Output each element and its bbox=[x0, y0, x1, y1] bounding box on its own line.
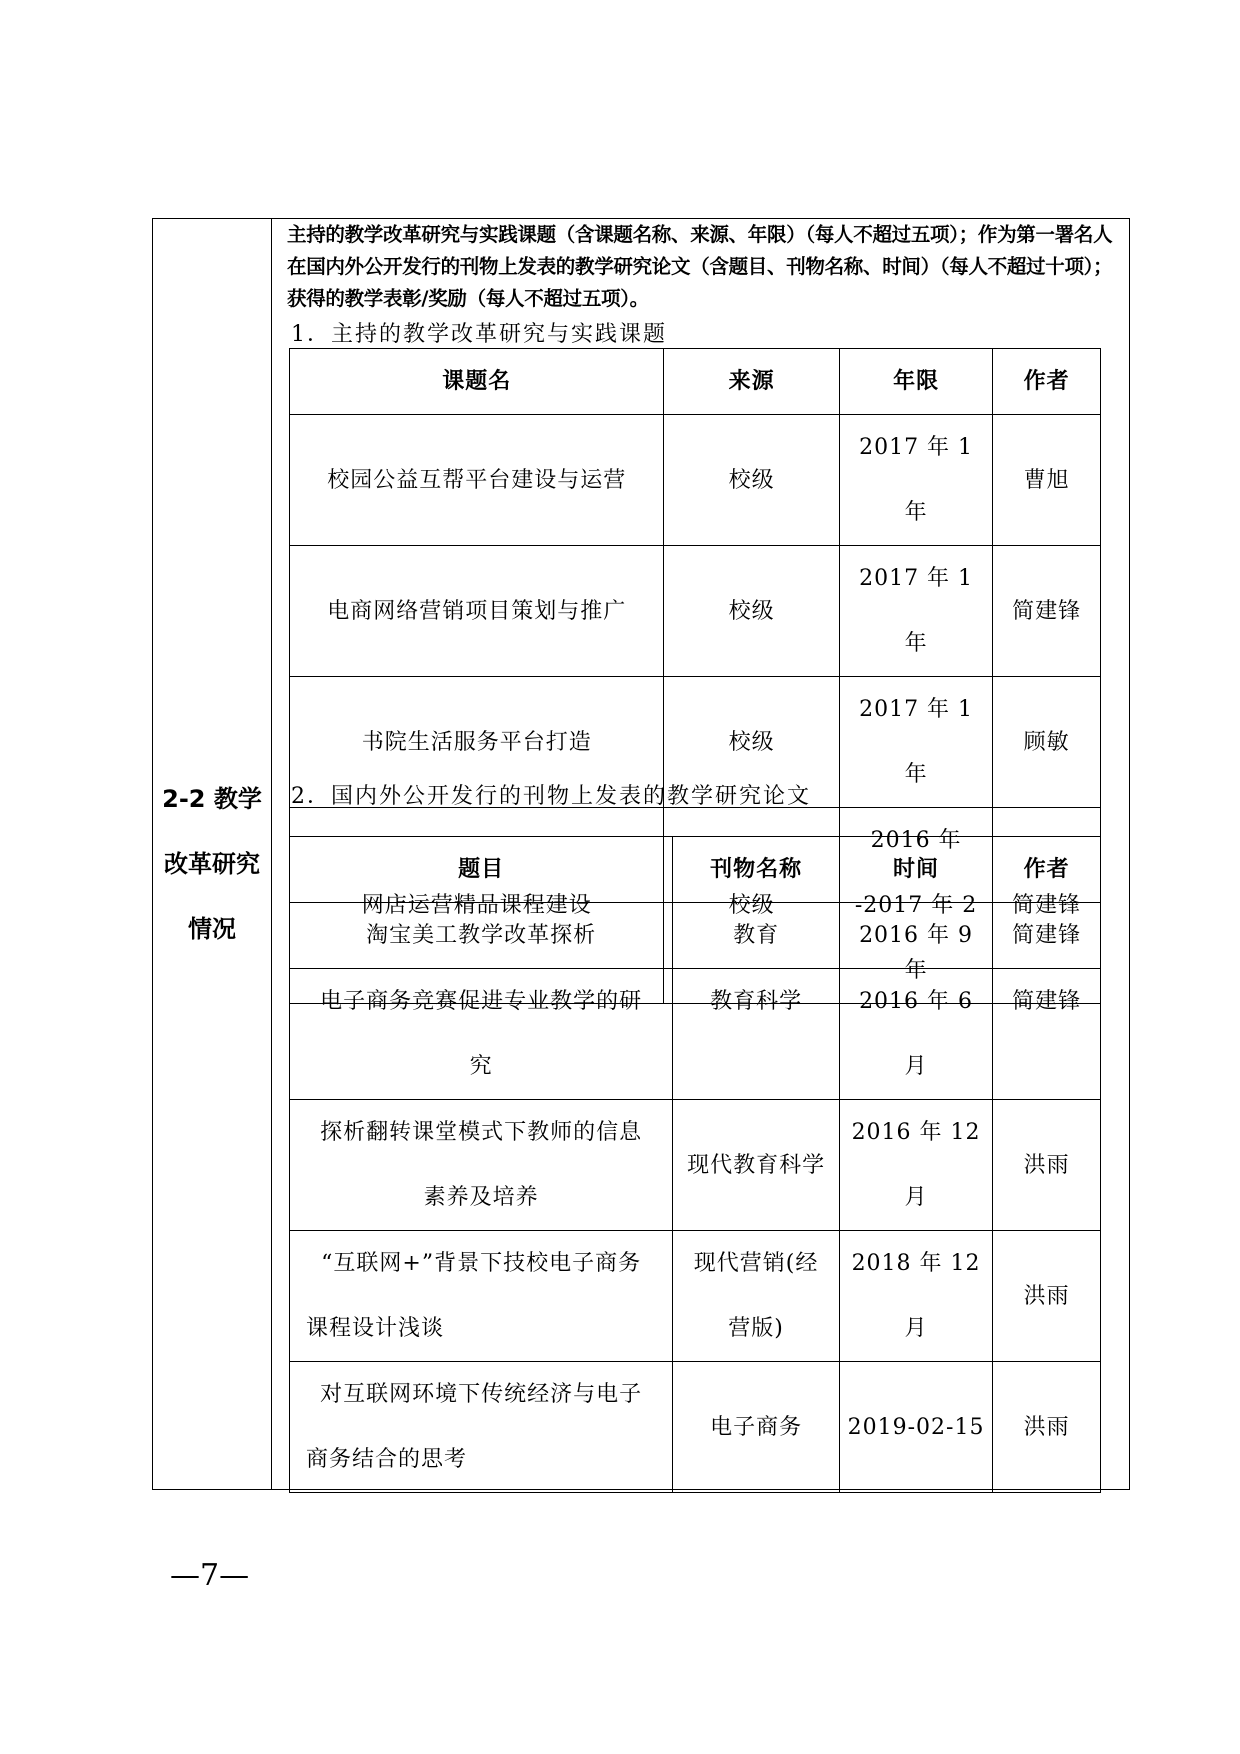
project-source: 校级 bbox=[664, 546, 840, 677]
table-header-row bbox=[290, 349, 1101, 415]
project-name: 校园公益互帮平台建设与运营 bbox=[290, 415, 664, 546]
project-source: 校级 bbox=[664, 415, 840, 546]
project-author: 顾敏 bbox=[993, 677, 1101, 808]
paper-author: 简建锋 bbox=[993, 969, 1101, 1100]
page-number: —7— bbox=[170, 1558, 250, 1593]
paper-journal-line: 现代营销(经 bbox=[693, 1251, 819, 1276]
header-cell: 作者 bbox=[993, 837, 1101, 903]
project-period-line: -2017 年 2 年 bbox=[854, 893, 978, 983]
section-label-column bbox=[153, 219, 272, 1489]
section-label-line: 改革研究 bbox=[164, 850, 260, 878]
table-row bbox=[290, 415, 1101, 546]
paper-title-line: 商务结合的思考 bbox=[306, 1447, 468, 1472]
paper-title-line: 究 bbox=[469, 1054, 493, 1079]
paper-journal bbox=[673, 1231, 840, 1362]
table-header-row bbox=[290, 837, 1101, 903]
section-label bbox=[153, 767, 271, 962]
section2-title: 2．国内外公开发行的刊物上发表的教学研究论文 bbox=[291, 784, 811, 809]
paper-title: 淘宝美工教学改革探析 bbox=[290, 903, 673, 969]
section-label-line: 2-2 教学 bbox=[162, 785, 262, 813]
intro-text: 主持的教学改革研究与实践课题（含课题名称、来源、年限）（每人不超过五项）；作为第一署名人在国内外公开发行的刊物上发表的教学研究论文（含题目、刊物名称、时间）（每人不超过十项）；获得的教学表彰/奖励（每人不超过五项）。 bbox=[287, 223, 1113, 310]
paper-journal: 教育科学 bbox=[673, 969, 840, 1100]
paper-journal: 现代教育科学 bbox=[673, 1100, 840, 1231]
table-row bbox=[290, 903, 1101, 969]
paper-author: 洪雨 bbox=[993, 1362, 1101, 1493]
header-cell: 时间 bbox=[839, 837, 992, 903]
project-name: 书院生活服务平台打造 bbox=[290, 677, 664, 808]
paper-date: 2016 年 12 月 bbox=[839, 1100, 992, 1231]
content-column bbox=[273, 219, 1129, 1489]
paper-title bbox=[290, 1231, 673, 1362]
paper-title bbox=[290, 1362, 673, 1493]
paper-date: 2018 年 12 月 bbox=[839, 1231, 992, 1362]
paper-title-line: 探析翻转课堂模式下教师的信息 bbox=[320, 1120, 643, 1145]
table-row bbox=[290, 1362, 1101, 1493]
header-cell: 题目 bbox=[290, 837, 673, 903]
paper-author: 洪雨 bbox=[993, 1100, 1101, 1231]
paper-title-line: 课程设计浅谈 bbox=[306, 1316, 445, 1341]
project-source: 校级 bbox=[664, 808, 840, 1004]
project-author: 简建锋 bbox=[993, 546, 1101, 677]
paper-title-line: “互联网+”背景下技校电子商务 bbox=[321, 1251, 642, 1276]
paper-date: 2019-02-15 bbox=[839, 1362, 992, 1493]
project-author: 简建锋 bbox=[993, 808, 1101, 1004]
table-row bbox=[290, 969, 1101, 1100]
header-cell: 年限 bbox=[839, 349, 992, 415]
paper-title-line: 电子商务竞赛促进专业教学的研 bbox=[320, 989, 643, 1014]
section1-title: 1．主持的教学改革研究与实践课题 bbox=[291, 322, 667, 347]
header-cell: 作者 bbox=[993, 349, 1101, 415]
table-row bbox=[290, 546, 1101, 677]
header-cell: 课题名 bbox=[290, 349, 664, 415]
paper-title bbox=[290, 1100, 673, 1231]
paper-date: 2016 年 6 月 bbox=[839, 969, 992, 1100]
paper-journal: 电子商务 bbox=[673, 1362, 840, 1493]
project-name: 电商网络营销项目策划与推广 bbox=[290, 546, 664, 677]
project-period-line: 2016 年 bbox=[870, 828, 962, 853]
paper-author: 简建锋 bbox=[993, 903, 1101, 969]
table-row bbox=[290, 1100, 1101, 1231]
section-label-line: 情况 bbox=[188, 915, 236, 943]
paper-date: 2016 年 9 bbox=[839, 903, 992, 969]
project-name: 网店运营精品课程建设 bbox=[290, 808, 664, 1004]
header-cell: 刊物名称 bbox=[673, 837, 840, 903]
header-cell: 来源 bbox=[664, 349, 840, 415]
project-period: 2017 年 1 年 bbox=[839, 677, 992, 808]
project-author: 曹旭 bbox=[993, 415, 1101, 546]
project-period: 2017 年 1 年 bbox=[839, 415, 992, 546]
paper-title bbox=[290, 969, 673, 1100]
table-row bbox=[290, 1231, 1101, 1362]
paper-title-line: 对互联网环境下传统经济与电子 bbox=[320, 1382, 643, 1407]
paper-title-line: 素养及培养 bbox=[423, 1185, 539, 1210]
paper-journal-line: 营版) bbox=[728, 1316, 784, 1341]
project-period: 2017 年 1 年 bbox=[839, 546, 992, 677]
paper-author: 洪雨 bbox=[993, 1231, 1101, 1362]
project-source: 校级 bbox=[664, 677, 840, 808]
paper-journal: 教育 bbox=[673, 903, 840, 969]
papers-table bbox=[289, 836, 1101, 1493]
form-table bbox=[152, 218, 1130, 1490]
